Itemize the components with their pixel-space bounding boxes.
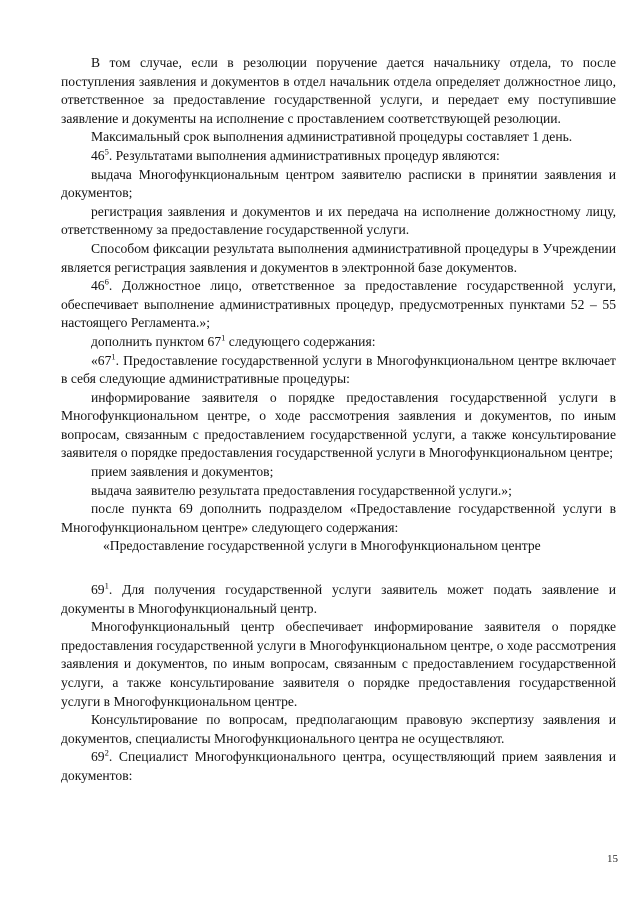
paragraph-text: дополнить пунктом 67 [91,333,222,349]
blank-line [61,556,616,581]
paragraph [61,482,616,501]
paragraph-text-continued: следующего содержания: [225,333,376,349]
paragraph-text: выдача заявителю результата предоставления государственной услуги.»; [91,482,512,498]
paragraph [61,463,616,482]
paragraph [61,147,616,166]
bottom-paragraphs [61,581,616,786]
paragraph-text: информирование заявителя о порядке предоставления государственной услуги в Многофункциональном центре, о ходе рассмотрения заявления и документов, по иным вопросам, связанным с предоставлением государственной услуги, а также консультирование заявителя о порядке предоставления государственной услуги в Многофункциональном центре; [61,389,616,461]
paragraph-text-continued: . Предоставление государственной услуги в Многофункциональном центре включает в себя следующие административные процедуры: [61,352,616,387]
paragraph [61,240,616,277]
paragraph-text-continued: . Для получения государственной услуги заявитель может подать заявление и документы в Многофункциональный центр. [61,582,616,616]
superscript-number: 1 [111,350,116,361]
top-paragraphs [61,54,616,537]
paragraph [61,581,616,618]
paragraph-text: 46 [91,147,105,163]
paragraph-text: после пункта 69 дополнить подразделом «Предоставление государственной услуги в Многофункциональном центре» следующего содержания: [61,501,616,535]
paragraph [61,618,616,711]
paragraph-text: 46 [91,278,105,294]
paragraph [61,203,616,240]
superscript-number: 6 [104,276,109,287]
paragraph-text: Максимальный срок выполнения административной процедуры составляет 1 день. [91,129,573,145]
paragraph [61,711,616,748]
paragraph [61,277,616,333]
paragraph-text: Консультирование по вопросам, предполагающим правовую экспертизу заявления и документов, специалисты Многофункционального центра не осуществляют. [61,712,616,746]
page-number: 15 [607,853,618,865]
paragraph-text: 69 [91,749,105,765]
paragraph-text: Способом фиксации результата выполнения административной процедуры в Учреждении является регистрация заявления и документов в электронной базе документов. [61,240,616,275]
paragraph [61,748,616,785]
paragraph [61,166,616,203]
superscript-number: 2 [104,747,109,758]
paragraph-text-continued: . Результатами выполнения административных процедур являются: [108,147,500,163]
paragraph [61,500,616,537]
superscript-number: 1 [104,580,109,591]
paragraph [61,54,616,128]
paragraph [61,352,616,389]
paragraph-text: В том случае, если в резолюции поручение дается начальнику отдела, то после поступления заявления и документов в отдел начальник отдела определяет должностное лицо, ответственное за предоставление государственной услуги, и передает ему поступившие заявление и документы на исполнение с проставлением соответствующей резолюции. [61,55,616,126]
paragraph-text-continued: . Специалист Многофункционального центра, осуществляющий прием заявления и документов: [61,749,616,783]
document-body [61,54,616,786]
paragraph-text: выдача Многофункциональным центром заявителю расписки в принятии заявления и документов; [61,166,616,201]
paragraph [61,389,616,463]
subsection-heading: «Предоставление государственной услуги в Многофункциональном центре [103,538,541,554]
paragraph [61,128,616,147]
paragraph [61,333,616,352]
paragraph-text: 69 [91,582,105,598]
superscript-number: 1 [221,332,226,343]
superscript-number: 5 [104,146,109,157]
paragraph-text: регистрация заявления и документов и их передача на исполнение должностному лицу, ответственному за предоставление государственной услуги. [61,203,616,238]
paragraph-text: «67 [91,352,112,368]
paragraph-text: Многофункциональный центр обеспечивает информирование заявителя о порядке предоставления государственной услуги в Многофункциональном центре, о ходе рассмотрения заявления и документов, по иным вопросам, связанным с предоставлением государственной услуги, а также консультирование заявителя о порядке предоставления государственной услуги в Многофункциональном центре. [61,619,616,709]
paragraph-text-continued: . Должностное лицо, ответственное за предоставление государственной услуги, обеспечивает выполнение административных процедур, предусмотренных пунктами 52 – 55 настоящего Регламента.»; [61,278,616,331]
paragraph-text: прием заявления и документов; [91,464,274,480]
